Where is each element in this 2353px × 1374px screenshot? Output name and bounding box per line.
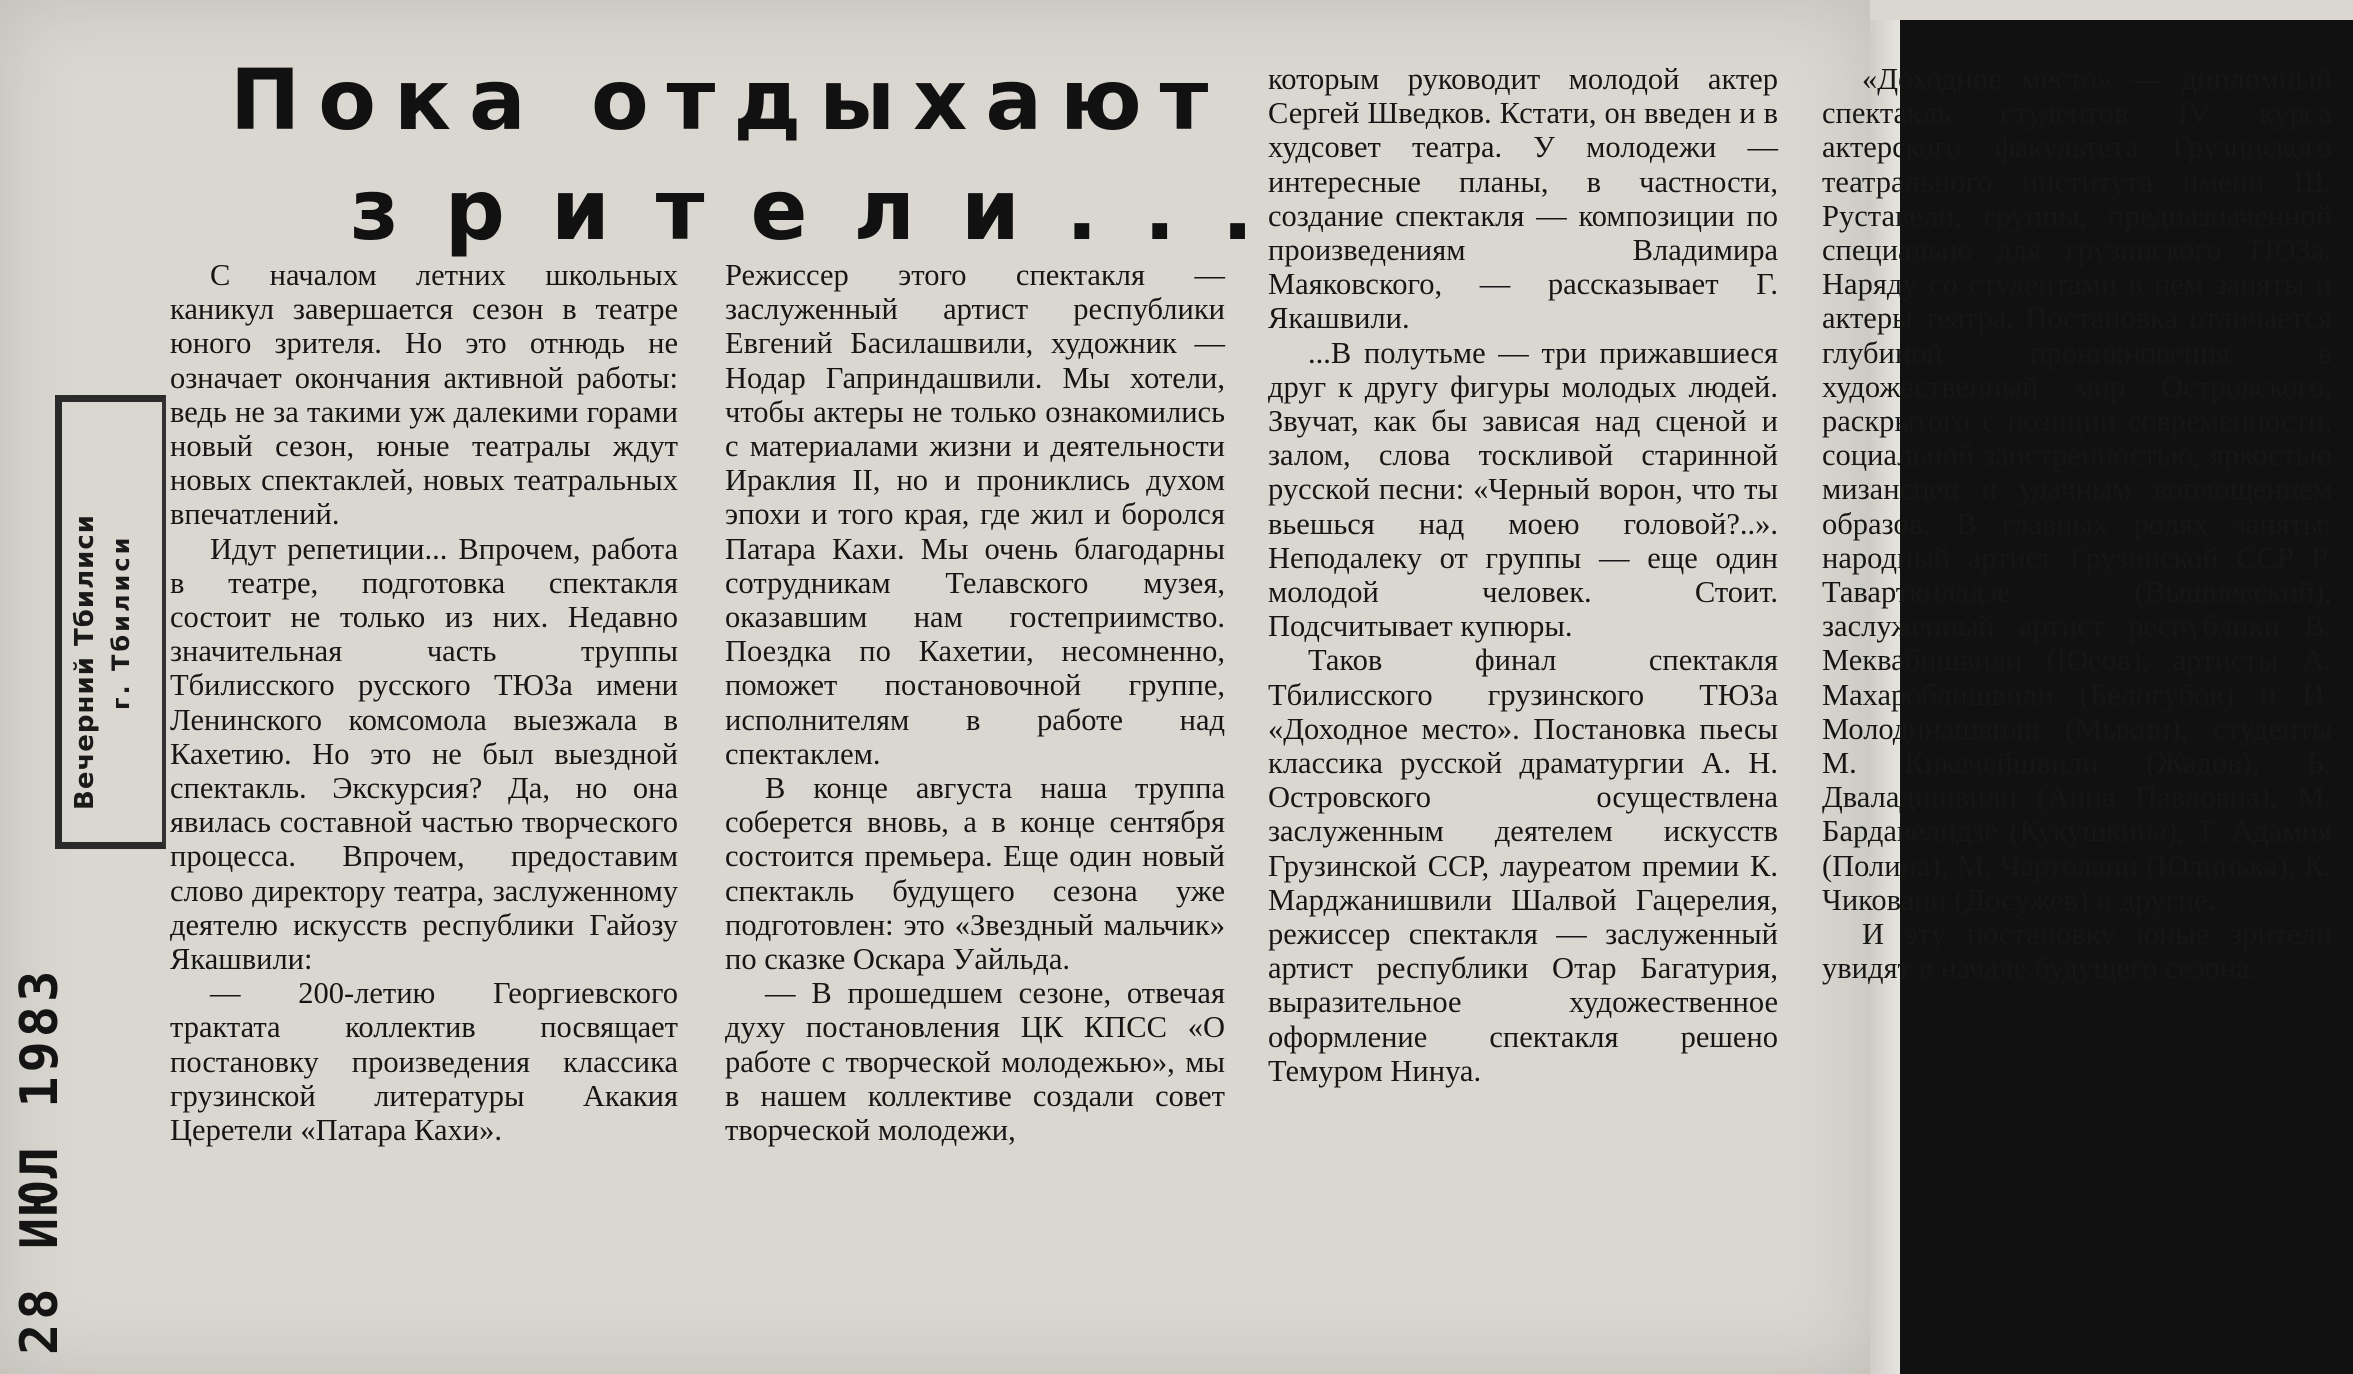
article-column-4 [1822,62,2332,985]
paragraph: В конце августа наша труппа соберется вновь, а в конце сентября состоится премьера. Еще один новый спектакль будущего сезона уже подготовлен: это «Звездный мальчик» по сказке Оскара Уайльда. [725,771,1225,977]
date-stamp: 28 ИЮЛ 1983 [10,966,70,1355]
title-line-2: зрители... [350,161,1300,259]
paragraph: Режиссер этого спектакля — заслуженный артист республики Евгений Басилашвили, художник — Нодар Гаприндашвили. Мы хотели, чтобы актеры не только ознакомились с материалами жизни и деятельности Ираклия II, но и прониклись духом эпохи и того края, где жил и боролся Патара Кахи. Мы очень благодарны сотрудникам Телавского музея, оказавшим нам гостеприимство. Поездка по Кахетии, несомненно, поможет постановочной группе, исполнителям в работе над спектаклем. [725,258,1225,771]
article-column-2 [725,258,1225,1147]
stamp-newspaper-name: Вечерний Тбилиси [70,514,100,810]
article-column-3 [1268,62,1778,1088]
author-signature: И. ЭРЕТИШВИЛИ. [1950,1322,2282,1357]
paragraph: Идут репетиции... Впрочем, работа в театре, подготовка спектакля состоит не только из них. Недавно значительная часть труппы Тбилисского русского ТЮЗа имени Ленинского комсомола выезжала в Кахетию. Но это не был выездной спектакль. Экскурсия? Да, но она явилась составной частью творческого процесса. Впрочем, предоставим слово директору театра, заслуженному деятелю искусств республики Гайозу Якашвили: [170,531,678,977]
paragraph: — В прошедшем сезоне, отвечая духу постановления ЦК КПСС «О работе с творческой молодежью», мы в нашем коллективе создали совет творческой молодежи, [725,976,1225,1148]
paragraph: Таков финал спектакля Тбилисского грузинского ТЮЗа «Доходное место». Постановка пьесы классика русской драматургии А. Н. Островского осуществлена заслуженным деятелем искусств Грузинской ССР, лауреатом премии К. Марджанишвили Шалвой Гацерелия, режиссер спектакля — заслуженный артист республики Отар Багатурия, выразительное художественное оформление спектакля решено Темуром Нинуа. [1268,643,1778,1088]
archive-stamp [62,430,152,810]
paragraph: — 200-летию Георгиевского трактата коллектив посвящает постановку произведения классика грузинской литературы Акакия Церетели «Патара Кахи». [170,976,678,1148]
paragraph: которым руководит молодой актер Сергей Шведков. Кстати, он введен и в худсовет театра. У молодежи — интересные планы, в частности, создание спектакля — композиции по произведениям Владимира Маяковского, — рассказывает Г. Якашвили. [1268,62,1778,336]
article-title [230,45,1300,265]
paragraph: И эту постановку юные зрители увидят в начале будущего сезона. [1822,917,2332,986]
paragraph: С началом летних школьных каникул завершается сезон в театре юного зрителя. Но это отнюдь не означает окончания активной работы: ведь не за такими уж далекими горами новый сезон, юные театралы ждут новых спектаклей, новых театральных впечатлений. [170,258,678,532]
title-line-1: Пока отдыхают [230,51,1227,149]
paragraph: «Доходное место» — дипломный спектакль студентов IV курса актерского факультета Грузинского театрального института имени Ш. Руставели, группы, предназначенной специально для грузинского ТЮЗа. Наряду со студентами в нем заняты и актеры театра. Постановка отличается глубиной проникновения в художественный мир Островского, раскрытого с позиции современности, социальной заостренностью, яркостью мизансцен и удачным воплощением образов. В главных ролях заняты: народный артист Грузинской ССР Р. Таварткиладзе (Вышневский), заслуженный артист республики В. Меквабишвили (Юсов), артисты А. Махароблишвили (Белогубов) и И. Молодинашвили (Мыкин), студенты М. Кикачейшвили (Жадов), Б. Дваладишвили (Анна Павловна), М. Бардавелидзе (Кукушкина), Т. Адамия (Полина), М. Чартолани (Юлинька), К. Чиковани (Досужев) и другие. [1822,62,2332,917]
clipping-top-edge [1870,0,2353,20]
stamp-city: г. Тбилиси [107,534,135,710]
article-column-1 [170,258,678,1147]
paragraph: ...В полутьме — три прижавшиеся друг к другу фигуры молодых людей. Звучат, как бы зависая над сценой и залом, слова тоскливой старинной русской песни: «Черный ворон, что ты вьешься над моею головой?..». Неподалеку от группы — еще один молодой человек. Стоит. Подсчитывает купюры. [1268,335,1778,644]
